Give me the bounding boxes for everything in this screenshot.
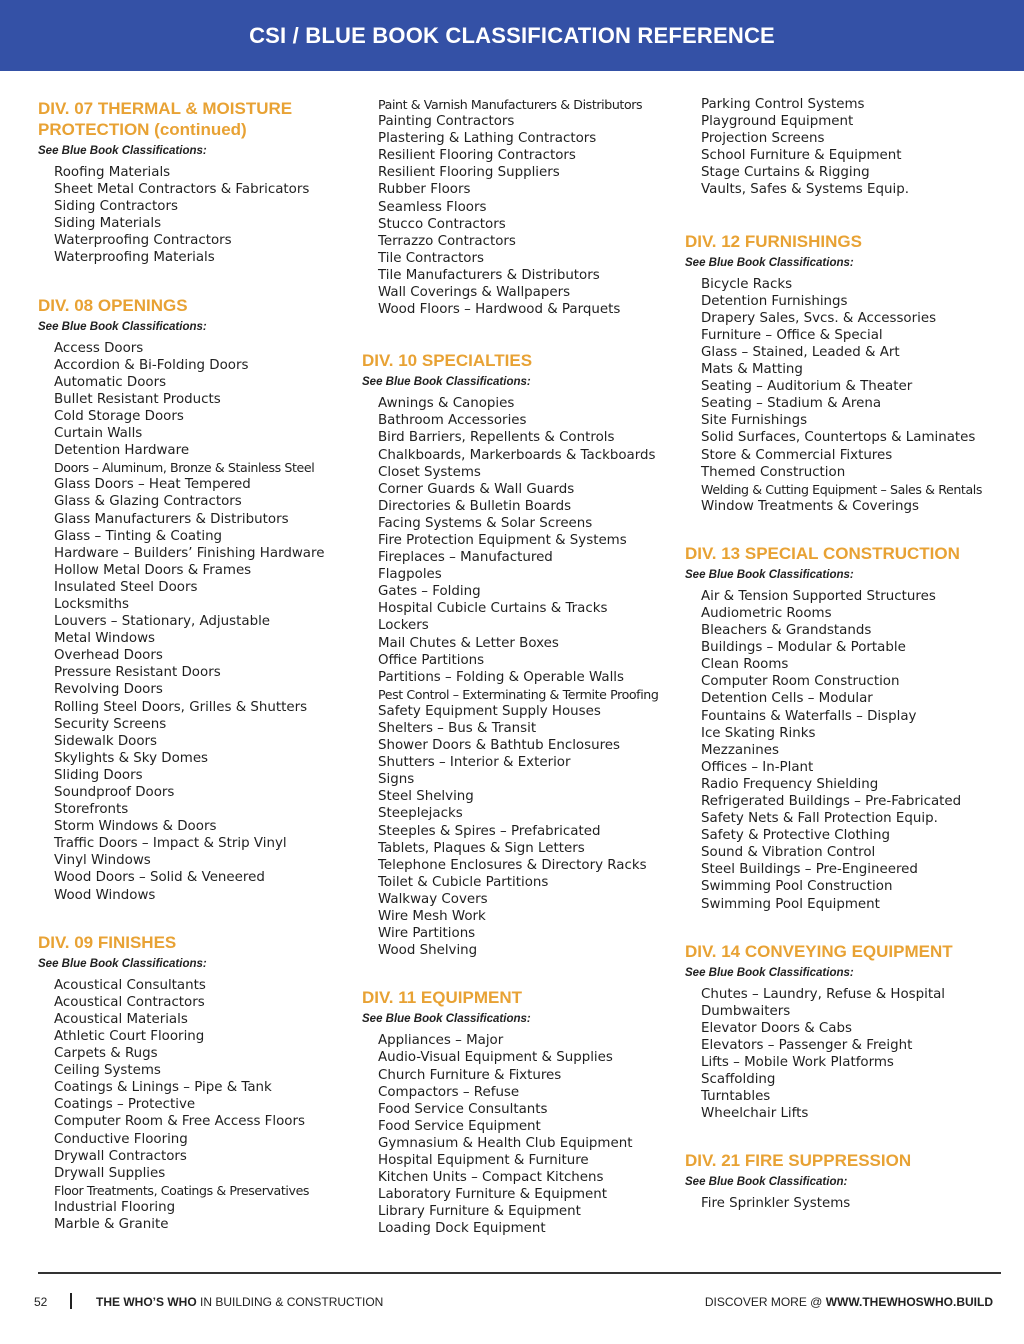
classification-item: Drywall Supplies: [54, 1165, 166, 1181]
classification-item: Offices – In-Plant: [701, 759, 814, 775]
classification-item: Acoustical Materials: [54, 1011, 188, 1027]
classification-item: Glass – Tinting & Coating: [54, 528, 223, 544]
classification-item: Glass Doors – Heat Tempered: [54, 477, 251, 493]
classification-item: Computer Room Construction: [701, 674, 900, 690]
division-heading: DIV. 10 SPECIALTIES: [362, 351, 533, 371]
classification-item: Access Doors: [54, 340, 144, 356]
classification-item: Drapery Sales, Svcs. & Accessories: [701, 310, 937, 326]
classification-item: Glass Manufacturers & Distributors: [54, 511, 289, 527]
column-3: [685, 96, 985, 1239]
section-div13: [685, 541, 985, 913]
classification-item: Dumbwaiters: [701, 1003, 791, 1019]
column-2: [362, 96, 662, 1263]
classification-item: Sheet Metal Contractors & Fabricators: [54, 182, 310, 198]
classification-item: Lifts – Mobile Work Platforms: [701, 1055, 894, 1071]
classification-item: Chalkboards, Markerboards & Tackboards: [378, 447, 656, 463]
division-heading: DIV. 09 FINISHES: [38, 932, 177, 952]
classification-item: Waterproofing Contractors: [54, 233, 232, 249]
classification-list: [685, 1195, 985, 1212]
classification-item: Shutters – Interior & Exterior: [378, 755, 571, 771]
classification-item: Office Partitions: [378, 652, 485, 668]
classification-item: Coatings & Linings – Pipe & Tank: [54, 1080, 272, 1096]
classification-item: Steel Shelving: [378, 789, 474, 805]
classification-item: Cold Storage Doors: [54, 408, 184, 424]
footer-separator: [70, 1293, 72, 1309]
classification-item: Storefronts: [54, 802, 129, 818]
classification-item: Acoustical Contractors: [54, 994, 205, 1010]
classification-item: Floor Treatments, Coatings & Preservatives: [54, 1182, 310, 1198]
classification-item: Marble & Granite: [54, 1216, 169, 1232]
classification-item: Bullet Resistant Products: [54, 391, 221, 407]
classification-item: Solid Surfaces, Countertops & Laminates: [701, 430, 976, 446]
classification-item: Wall Coverings & Wallpapers: [378, 285, 571, 301]
classification-item: Accordion & Bi-Folding Doors: [54, 357, 249, 373]
classification-item: Hardware – Builders’ Finishing Hardware: [54, 545, 325, 561]
classification-item: Roofing Materials: [54, 165, 171, 180]
publication-name: [96, 1295, 383, 1309]
section-div14: [685, 939, 985, 1123]
classification-item: Insulated Steel Doors: [54, 579, 198, 595]
classification-list: [685, 986, 985, 1123]
classification-item: Mats & Matting: [701, 362, 803, 378]
classification-item: Tile Manufacturers & Distributors: [378, 267, 600, 283]
classification-item: Hospital Cubicle Curtains & Tracks: [378, 601, 608, 617]
classification-subheading: See Blue Book Classification:: [685, 1176, 848, 1189]
classification-item: Mezzanines: [701, 742, 779, 758]
classification-item: Sliding Doors: [54, 767, 143, 783]
classification-item: Tablets, Plaques & Sign Letters: [378, 840, 585, 856]
publication-name-rest: IN BUILDING & CONSTRUCTION: [196, 1295, 384, 1309]
classification-item: Parking Control Systems: [701, 97, 865, 112]
classification-item: Clean Rooms: [701, 657, 789, 673]
classification-item: Playground Equipment: [701, 114, 854, 130]
classification-item: Siding Materials: [54, 216, 162, 232]
classification-item: Painting Contractors: [378, 114, 515, 130]
classification-item: Stucco Contractors: [378, 216, 506, 232]
classification-item: Shower Doors & Bathtub Enclosures: [378, 738, 620, 754]
classification-item: Laboratory Furniture & Equipment: [378, 1187, 607, 1203]
classification-item: Swimming Pool Construction: [701, 879, 893, 895]
classification-item: Steel Buildings – Pre-Engineered: [701, 862, 918, 878]
classification-subheading: See Blue Book Classifications:: [685, 966, 854, 979]
classification-subheading: See Blue Book Classifications:: [38, 320, 207, 333]
classification-list: [362, 1032, 662, 1237]
classification-item: Bathroom Accessories: [378, 413, 527, 429]
classification-item: Fire Sprinkler Systems: [701, 1196, 851, 1212]
classification-item: Pressure Resistant Doors: [54, 665, 221, 681]
section-div12: [685, 229, 985, 515]
classification-item: Wood Floors – Hardwood & Parquets: [378, 302, 621, 318]
classification-item: Lockers: [378, 618, 429, 634]
classification-item: Library Furniture & Equipment: [378, 1204, 581, 1220]
classification-list: [685, 588, 985, 913]
classification-item: Automatic Doors: [54, 374, 167, 390]
classification-item: Computer Room & Free Access Floors: [54, 1114, 305, 1130]
classification-item: Louvers – Stationary, Adjustable: [54, 614, 271, 630]
classification-item: Revolving Doors: [54, 682, 163, 698]
classification-item: Gates – Folding: [378, 584, 481, 600]
classification-item: Fireplaces – Manufactured: [378, 550, 553, 566]
classification-item: Drywall Contractors: [54, 1148, 187, 1164]
classification-item: Plastering & Lathing Contractors: [378, 131, 597, 147]
classification-subheading: See Blue Book Classifications:: [362, 376, 531, 389]
classification-item: Directories & Bulletin Boards: [378, 498, 572, 514]
classification-item: Safety Nets & Fall Protection Equip.: [701, 811, 938, 827]
classification-subheading: See Blue Book Classifications:: [38, 145, 207, 157]
classification-item: Soundproof Doors: [54, 785, 175, 800]
classification-item: Seating – Auditorium & Theater: [701, 379, 913, 395]
classification-item: Compactors – Refuse: [378, 1084, 520, 1100]
classification-item: Fire Protection Equipment & Systems: [378, 532, 627, 548]
classification-item: Ceiling Systems: [54, 1063, 161, 1079]
page-number: 52: [34, 1295, 48, 1309]
classification-item: Site Furnishings: [701, 413, 808, 429]
division-heading: DIV. 11 EQUIPMENT: [362, 988, 522, 1008]
classification-item: Telephone Enclosures & Directory Racks: [378, 857, 647, 873]
classification-item: Refrigerated Buildings – Pre-Fabricated: [701, 794, 962, 809]
classification-item: Stage Curtains & Rigging: [701, 165, 870, 181]
division-heading: DIV. 08 OPENINGS: [38, 295, 188, 315]
classification-item: Detention Cells – Modular: [701, 691, 873, 707]
classification-item: Terrazzo Contractors: [378, 233, 516, 249]
classification-item: Toilet & Cubicle Partitions: [378, 874, 549, 890]
classification-item: Siding Contractors: [54, 199, 178, 215]
classification-item: Kitchen Units – Compact Kitchens: [378, 1170, 604, 1186]
discover-prefix: DISCOVER MORE @: [704, 1295, 826, 1309]
division-heading: DIV. 21 FIRE SUPPRESSION: [685, 1151, 912, 1171]
classification-item: Mail Chutes & Letter Boxes: [378, 635, 559, 651]
footer-divider: [38, 1272, 1001, 1274]
classification-item: Sound & Vibration Control: [701, 845, 876, 861]
classification-item: Projection Screens: [701, 131, 825, 147]
classification-item: Conductive Flooring: [54, 1131, 188, 1147]
classification-item: Shelters – Bus & Transit: [378, 721, 537, 736]
classification-item: Athletic Court Flooring: [54, 1028, 205, 1044]
classification-item: Wire Mesh Work: [378, 909, 486, 925]
classification-item: Detention Hardware: [54, 443, 190, 459]
classification-list: [685, 96, 985, 199]
classification-subheading: See Blue Book Classifications:: [38, 957, 207, 970]
classification-list: [362, 395, 662, 959]
classification-subheading: See Blue Book Classifications:: [362, 1013, 531, 1026]
classification-list: [362, 96, 662, 318]
classification-subheading: See Blue Book Classifications:: [685, 256, 854, 269]
page-title: CSI / BLUE BOOK CLASSIFICATION REFERENCE: [249, 22, 775, 48]
section-div11-continued: [685, 96, 985, 199]
classification-item: Wood Shelving: [378, 943, 478, 959]
section-div21: [685, 1148, 985, 1212]
section-div11: [362, 985, 662, 1237]
classification-item: Paint & Varnish Manufacturers & Distributors: [378, 97, 643, 112]
classification-item: Fountains & Waterfalls – Display: [701, 708, 917, 724]
classification-item: Partitions – Folding & Operable Walls: [378, 669, 624, 685]
division-heading: [38, 96, 338, 140]
website-link[interactable]: WWW.THEWHOSWHO.BUILD: [825, 1295, 993, 1309]
classification-list: [38, 164, 338, 267]
classification-item: Steeples & Spires – Prefabricated: [378, 823, 601, 839]
discover-more: [705, 1295, 993, 1309]
classification-item: Storm Windows & Doors: [54, 819, 217, 835]
classification-item: Audio-Visual Equipment & Supplies: [378, 1050, 613, 1066]
column-1: [38, 96, 338, 1259]
classification-item: Food Service Consultants: [378, 1101, 548, 1117]
classification-item: School Furniture & Equipment: [701, 148, 902, 164]
classification-item: Turntables: [701, 1089, 771, 1105]
classification-item: Waterproofing Materials: [54, 250, 215, 266]
classification-item: Acoustical Consultants: [54, 977, 206, 993]
classification-item: Food Service Equipment: [378, 1118, 541, 1134]
classification-item: Wood Doors – Solid & Veneered: [54, 870, 265, 886]
classification-list: [685, 276, 985, 515]
classification-item: Bicycle Racks: [701, 276, 793, 292]
classification-item: Closet Systems: [378, 464, 481, 480]
classification-item: Flagpoles: [378, 567, 442, 583]
classification-list: [38, 977, 338, 1233]
classification-item: Security Screens: [54, 716, 167, 732]
classification-item: Glass – Stained, Leaded & Art: [701, 344, 900, 360]
classification-item: Industrial Flooring: [54, 1199, 176, 1215]
classification-item: Elevator Doors & Cabs: [701, 1020, 852, 1036]
section-div09: [38, 930, 338, 1233]
section-div07: [38, 96, 338, 267]
classification-item: Elevators – Passenger & Freight: [701, 1037, 913, 1053]
page-footer: [30, 1293, 993, 1311]
classification-item: Metal Windows: [54, 631, 155, 647]
classification-item: Chutes – Laundry, Refuse & Hospital: [701, 986, 946, 1002]
classification-item: Doors – Aluminum, Bronze & Stainless Steel: [54, 460, 315, 476]
classification-item: Steeplejacks: [378, 806, 463, 822]
division-heading-line2: PROTECTION (continued): [38, 120, 247, 139]
classification-item: Gymnasium & Health Club Equipment: [378, 1135, 633, 1151]
classification-item: Swimming Pool Equipment: [701, 896, 880, 912]
classification-item: Vaults, Safes & Systems Equip.: [701, 182, 909, 198]
classification-item: Locksmiths: [54, 596, 129, 612]
classification-item: Skylights & Sky Domes: [54, 750, 209, 766]
classification-item: Tile Contractors: [378, 250, 484, 266]
classification-item: Scaffolding: [701, 1072, 776, 1088]
classification-item: Bird Barriers, Repellents & Controls: [378, 430, 615, 446]
division-heading: DIV. 12 FURNISHINGS: [685, 231, 862, 251]
classification-item: Buildings – Modular & Portable: [701, 640, 906, 656]
classification-item: Vinyl Windows: [54, 853, 151, 869]
section-div10: [362, 348, 662, 959]
classification-item: Walkway Covers: [378, 891, 488, 907]
classification-item: Welding & Cutting Equipment – Sales & Rentals: [701, 481, 983, 497]
page-header: [0, 0, 1024, 71]
classification-item: Safety Equipment Supply Houses: [378, 703, 601, 719]
classification-item: Pest Control – Exterminating & Termite Proofing: [378, 686, 659, 702]
classification-item: Rubber Floors: [378, 182, 471, 198]
classification-item: Seamless Floors: [378, 199, 487, 215]
classification-item: Themed Construction: [701, 464, 846, 480]
classification-item: Store & Commercial Fixtures: [701, 447, 893, 463]
classification-subheading: See Blue Book Classifications:: [685, 568, 854, 581]
classification-item: Carpets & Rugs: [54, 1046, 158, 1062]
classification-item: Wheelchair Lifts: [701, 1106, 809, 1122]
section-div09-continued: [362, 96, 662, 318]
classification-item: Air & Tension Supported Structures: [701, 588, 936, 604]
classification-item: Curtain Walls: [54, 426, 143, 442]
section-div08: [38, 293, 338, 904]
classification-item: Overhead Doors: [54, 648, 163, 664]
classification-list: [38, 340, 338, 904]
classification-item: Sidewalk Doors: [54, 733, 158, 749]
publication-name-bold: THE WHO’S WHO: [96, 1295, 197, 1309]
classification-item: Hospital Equipment & Furniture: [378, 1152, 589, 1168]
classification-item: Signs: [378, 772, 415, 788]
classification-item: Wire Partitions: [378, 926, 476, 942]
classification-item: Church Furniture & Fixtures: [378, 1067, 562, 1083]
classification-item: Hollow Metal Doors & Frames: [54, 562, 252, 578]
classification-item: Resilient Flooring Suppliers: [378, 165, 560, 181]
classification-item: Audiometric Rooms: [701, 605, 832, 621]
classification-item: Traffic Doors – Impact & Strip Vinyl: [54, 836, 287, 852]
classification-item: Corner Guards & Wall Guards: [378, 481, 575, 497]
classification-item: Glass & Glazing Contractors: [54, 494, 242, 510]
classification-item: Awnings & Canopies: [378, 396, 515, 412]
classification-item: Safety & Protective Clothing: [701, 828, 890, 844]
classification-item: Ice Skating Rinks: [701, 725, 816, 741]
division-heading: DIV. 14 CONVEYING EQUIPMENT: [685, 941, 953, 961]
classification-item: Coatings – Protective: [54, 1097, 196, 1113]
classification-item: Facing Systems & Solar Screens: [378, 515, 593, 531]
classification-item: Rolling Steel Doors, Grilles & Shutters: [54, 699, 308, 715]
division-heading: DIV. 13 SPECIAL CONSTRUCTION: [685, 543, 960, 563]
classification-item: Loading Dock Equipment: [378, 1221, 546, 1237]
classification-item: Bleachers & Grandstands: [701, 623, 872, 639]
classification-item: Furniture – Office & Special: [701, 327, 883, 343]
classification-item: Appliances – Major: [378, 1033, 504, 1049]
classification-item: Detention Furnishings: [701, 293, 848, 309]
classification-item: Wood Windows: [54, 887, 156, 903]
classification-item: Seating – Stadium & Arena: [701, 396, 882, 412]
classification-item: Resilient Flooring Contractors: [378, 148, 576, 164]
classification-item: Window Treatments & Coverings: [701, 498, 920, 514]
classification-item: Radio Frequency Shielding: [701, 776, 879, 792]
division-heading-line1: DIV. 07 THERMAL & MOISTURE: [38, 99, 293, 118]
